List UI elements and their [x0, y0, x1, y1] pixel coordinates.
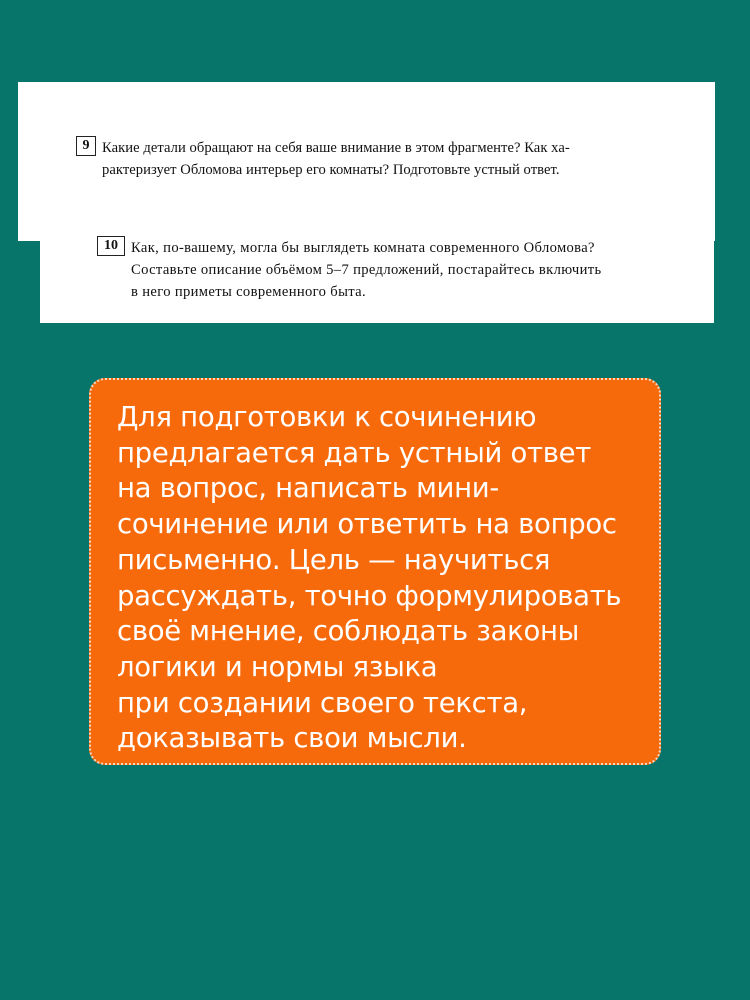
question-number: 10 [97, 236, 125, 256]
question-text: Как, по-вашему, могла бы выглядеть комната современного Обломова? Составьте описание объёмом 5–7 предложений, постарайтесь включить в него приметы современного быта. [131, 240, 602, 300]
question-text: Какие детали обращают на себя ваше внимание в этом фрагменте? Как ха- рактеризует Обломова интерьер его комнаты? Подготовьте устный ответ. [102, 140, 570, 178]
question-card-10 [40, 193, 714, 323]
callout-text: Для подготовки к сочинению предлагается дать устный ответ на вопрос, написать мини- сочинение или ответить на вопрос письменно. Цель — научиться рассуждать, точно формулировать своё мнение, соблюдать законы логики и нормы языка при создании своего текста, доказывать свои мысли. [117, 401, 622, 755]
question-number: 9 [76, 136, 96, 156]
question-row [97, 237, 697, 303]
question-row [76, 137, 696, 181]
info-callout [89, 378, 661, 765]
